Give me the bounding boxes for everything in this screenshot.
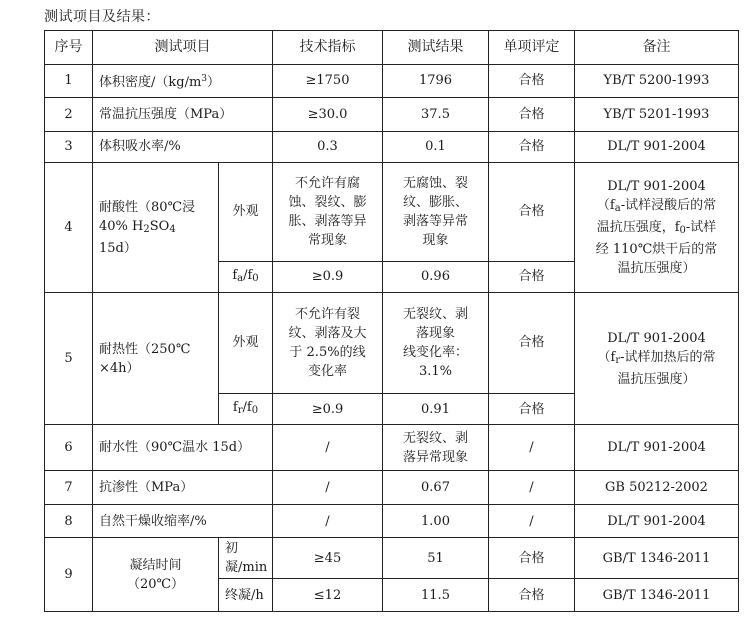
table-row (45, 163, 739, 262)
row-result: 0.1 (383, 131, 489, 162)
row-spec: / (273, 504, 383, 538)
row-remark: YB/T 5201-1993 (575, 98, 739, 132)
table-row (45, 471, 739, 505)
row-spec: ≥30.0 (273, 98, 383, 132)
row-verdict: 合格 (489, 163, 575, 262)
row-subitem-appearance: 外观 (219, 293, 273, 394)
row-spec: 0.3 (273, 131, 383, 162)
row-no: 2 (45, 98, 93, 132)
row-no: 1 (45, 64, 93, 98)
row-remark: YB/T 5200-1993 (575, 64, 739, 98)
row-no: 7 (45, 471, 93, 505)
row-verdict: 合格 (489, 131, 575, 162)
row-no: 3 (45, 131, 93, 162)
row-result: 1796 (383, 64, 489, 98)
header-no: 序号 (45, 31, 93, 65)
row-verdict: / (489, 504, 575, 538)
row-spec: 不允许有腐 蚀、裂纹、膨 胀、剥落等异 常现象 (273, 163, 383, 262)
row-no: 6 (45, 425, 93, 471)
row-remark: GB/T 1346-2011 (575, 538, 739, 579)
header-item: 测试项目 (93, 31, 273, 65)
table-row (45, 64, 739, 98)
row-item: 常温抗压强度（MPa） (93, 98, 273, 132)
row-spec: / (273, 471, 383, 505)
test-results-table (44, 30, 739, 612)
table-row (45, 538, 739, 579)
row-item: 体积密度$/(kg/m^3)$ (93, 64, 273, 98)
row-result: 11.5 (383, 579, 489, 612)
table-row (45, 131, 739, 162)
row-item: 凝结时间 （20℃） (93, 538, 219, 612)
header-verdict: 单项评定 (489, 31, 575, 65)
row-verdict: 合格 (489, 579, 575, 612)
row-result: 0.67 (383, 471, 489, 505)
row-result: 0.91 (383, 393, 489, 424)
row-item: 抗渗性（MPa） (93, 471, 273, 505)
row-verdict: 合格 (489, 98, 575, 132)
row-subitem-ratio: $f_r/f_0$ (219, 393, 273, 424)
table-caption: 测试项目及结果： (44, 9, 160, 25)
row-remark: DL/T 901-2004 (575, 131, 739, 162)
row-verdict: / (489, 471, 575, 505)
table-row (45, 504, 739, 538)
row-result: 51 (383, 538, 489, 579)
row-verdict: / (489, 425, 575, 471)
row-subitem-final: 终凝/h (219, 579, 273, 612)
table-row (45, 425, 739, 471)
header-result: 测试结果 (383, 31, 489, 65)
row-spec: 不允许有裂 纹、剥落及大 于 2.5%的线 变化率 (273, 293, 383, 394)
row-verdict: 合格 (489, 64, 575, 98)
row-subitem-appearance: 外观 (219, 163, 273, 262)
row-verdict: 合格 (489, 261, 575, 292)
header-row (45, 31, 739, 65)
header-spec: 技术指标 (273, 31, 383, 65)
row-no: 4 (45, 163, 93, 293)
row-spec: ≥45 (273, 538, 383, 579)
row-result: 无腐蚀、裂 纹、膨胀、 剥落等异常 现象 (383, 163, 489, 262)
row-item: 自然干燥收缩率/% (93, 504, 273, 538)
row-remark: GB 50212-2002 (575, 471, 739, 505)
row-remark: DL/T 901-2004 (575, 504, 739, 538)
row-spec: ≥0.9 (273, 393, 383, 424)
row-result: 1.00 (383, 504, 489, 538)
row-spec: ≥1750 (273, 64, 383, 98)
row-remark: DL/T 901-2004 （$f_a-$试样浸酸后的常 温抗压强度，$f_0-$试样 经 110℃烘干后的常 温抗压强度） (575, 163, 739, 293)
row-no: 9 (45, 538, 93, 612)
row-no: 8 (45, 504, 93, 538)
table-row (45, 293, 739, 394)
row-spec: ≥0.9 (273, 261, 383, 292)
row-verdict: 合格 (489, 293, 575, 394)
row-result: 37.5 (383, 98, 489, 132)
row-item: 耐热性（250℃ ×4h） (93, 293, 219, 425)
row-item: 体积吸水率/% (93, 131, 273, 162)
row-remark: GB/T 1346-2011 (575, 579, 739, 612)
row-result: 0.96 (383, 261, 489, 292)
row-spec: / (273, 425, 383, 471)
row-result: 无裂纹、剥 落异常现象 (383, 425, 489, 471)
row-subitem-initial: 初凝/min (219, 538, 273, 579)
row-verdict: 合格 (489, 538, 575, 579)
row-no: 5 (45, 293, 93, 425)
row-result: 无裂纹、剥 落现象 线变化率： 3.1% (383, 293, 489, 394)
header-remark: 备注 (575, 31, 739, 65)
row-item: 耐酸性（80℃浸 40% $H_2SO_4$ 15d） (93, 163, 219, 293)
row-remark: DL/T 901-2004 （$f_r-$试样加热后的常 温抗压强度） (575, 293, 739, 425)
table-row (45, 98, 739, 132)
row-item: 耐水性（90℃温水 15d） (93, 425, 273, 471)
row-remark: DL/T 901-2004 (575, 425, 739, 471)
row-verdict: 合格 (489, 393, 575, 424)
row-subitem-ratio: $f_a/f_0$ (219, 261, 273, 292)
row-spec: ≤12 (273, 579, 383, 612)
